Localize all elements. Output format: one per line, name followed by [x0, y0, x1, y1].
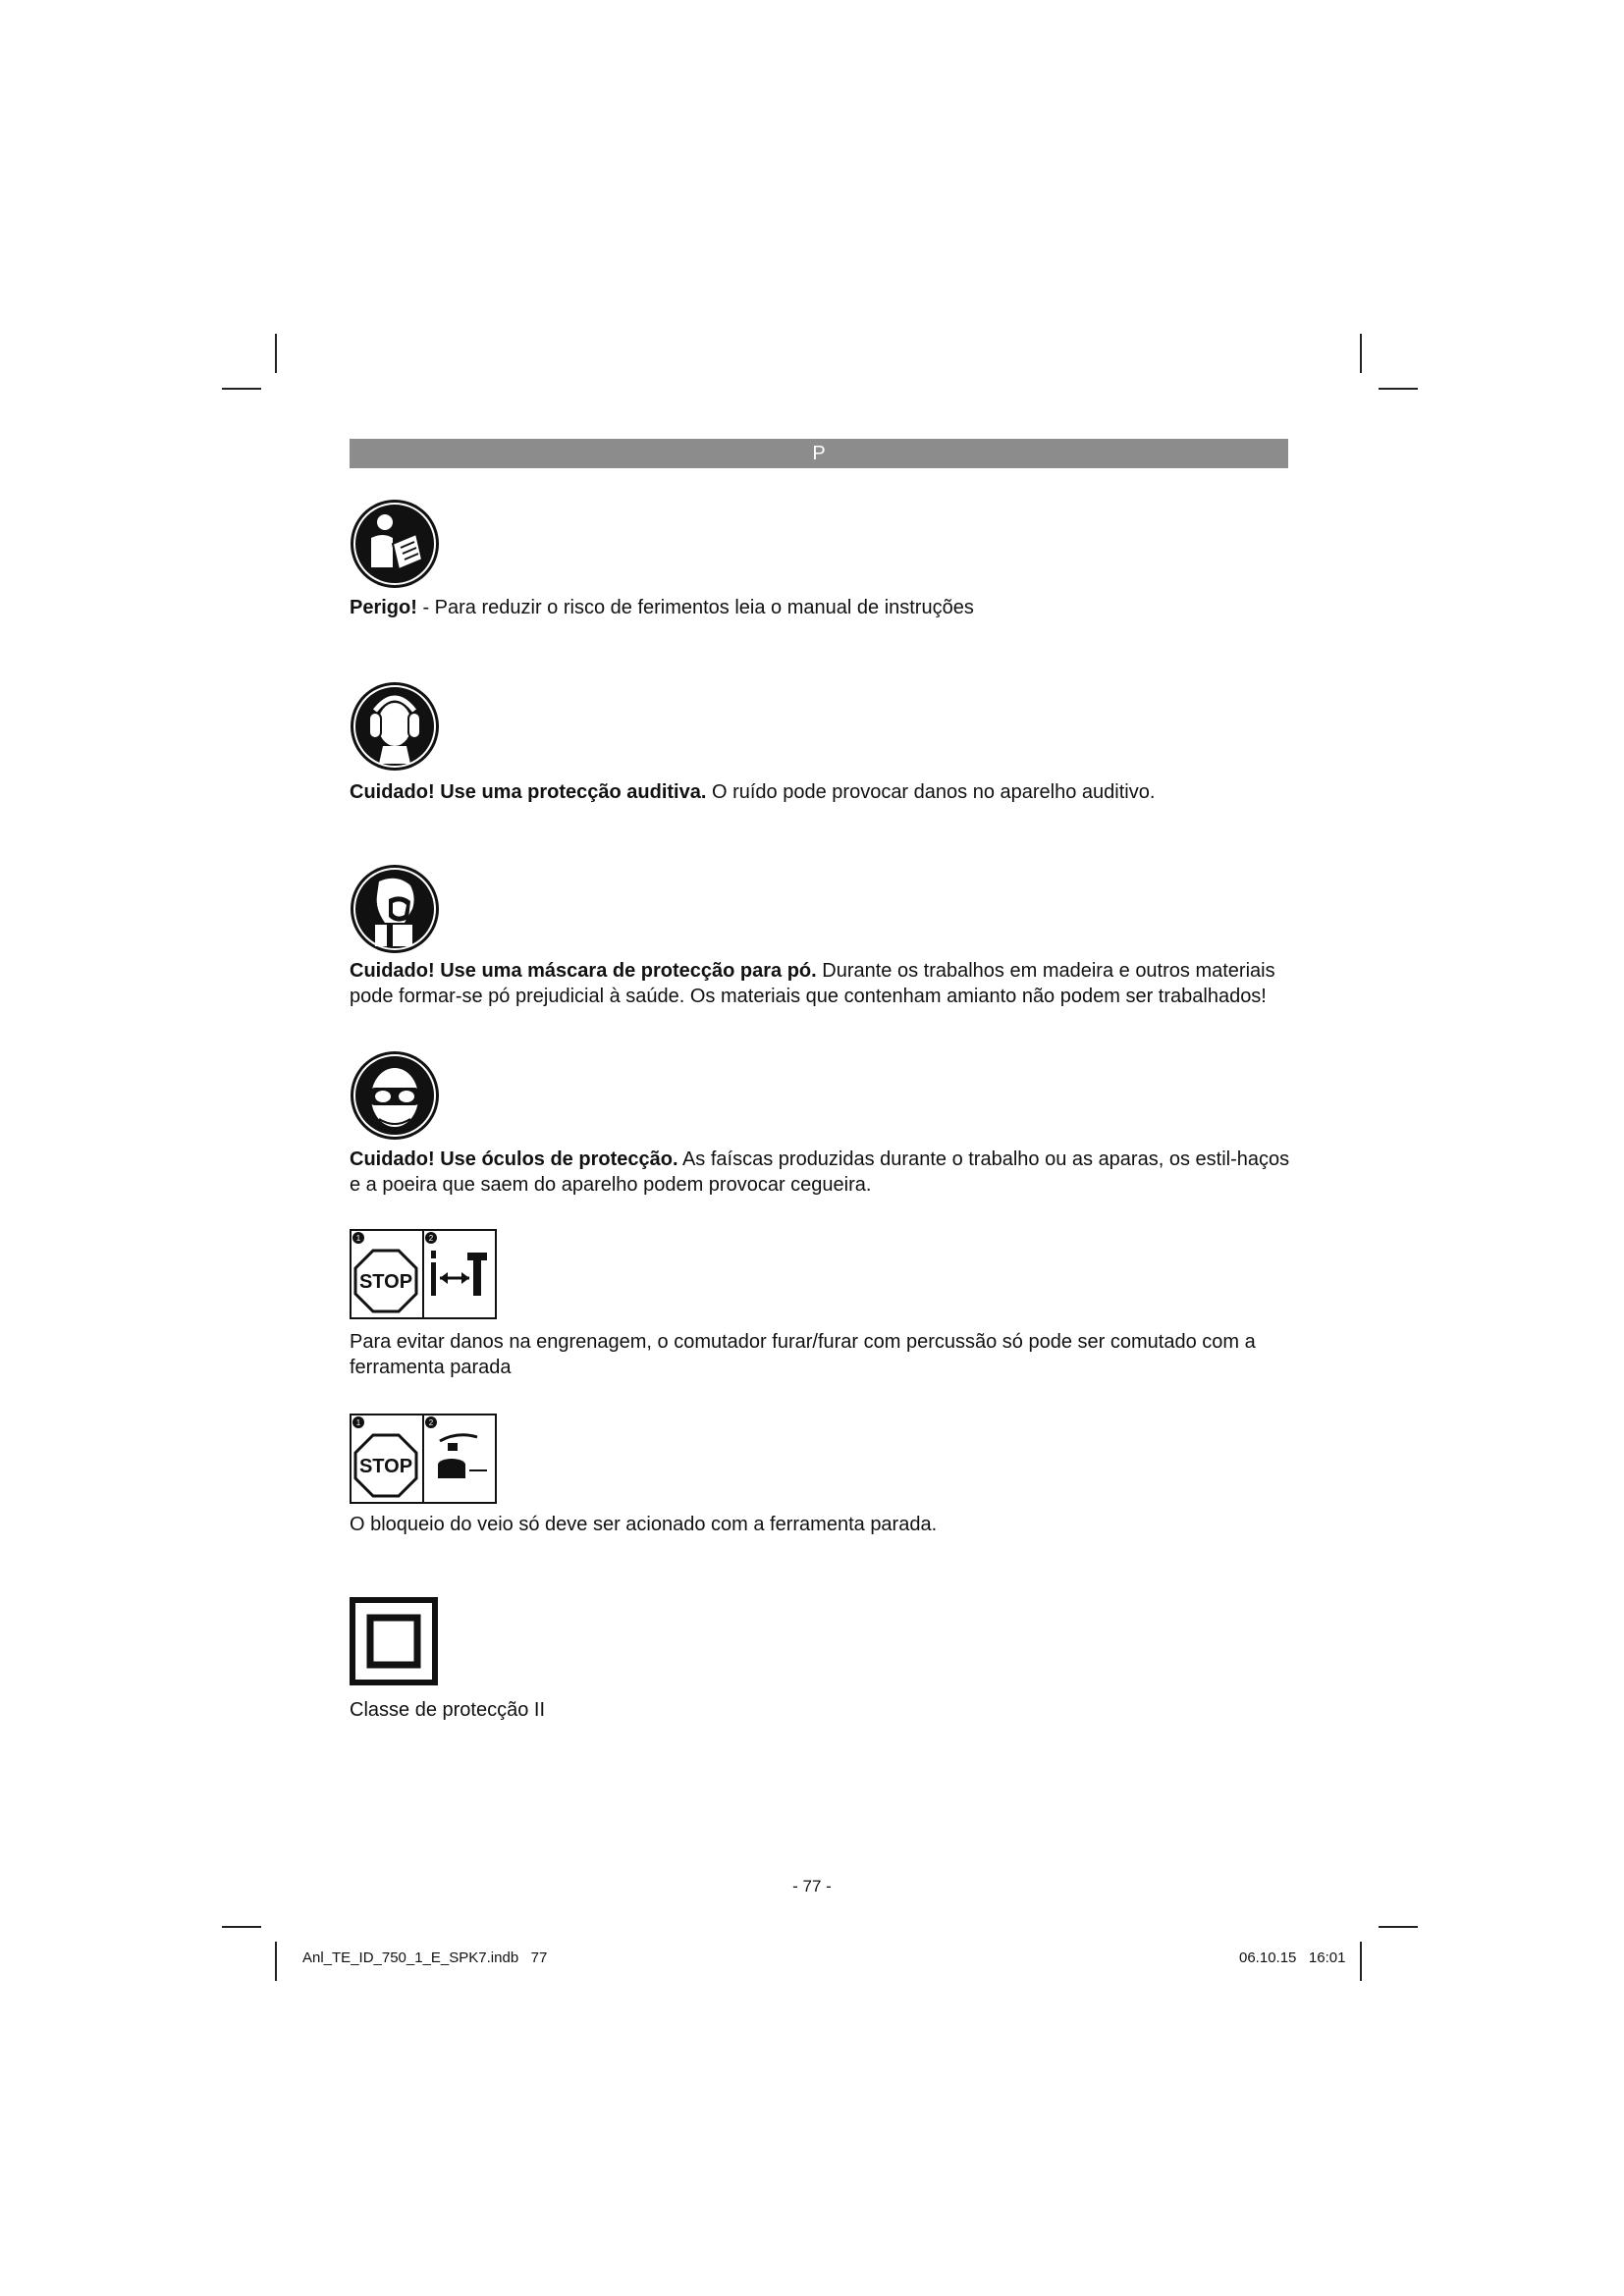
svg-text:2: 2 [428, 1418, 434, 1427]
footer-datetime: 06.10.15 16:01 [1239, 1949, 1346, 1966]
section-safety-goggles-text [350, 1147, 1292, 1198]
warning-text: Para evitar danos na engrenagem, o comutador furar/furar com percussão só pode ser comutado com a ferramenta parada [350, 1331, 1256, 1378]
language-header-bar [350, 439, 1288, 468]
svg-text:2: 2 [428, 1234, 434, 1243]
crop-mark [1379, 1926, 1418, 1928]
crop-mark [1379, 388, 1418, 390]
section-protection-class-text [350, 1697, 1292, 1723]
section-read-manual-text [350, 595, 1292, 620]
stop-spindle-lock-icon [350, 1414, 497, 1504]
crop-mark [1360, 334, 1362, 373]
svg-text:1: 1 [355, 1234, 361, 1243]
warning-text: Classe de protecção II [350, 1699, 545, 1721]
warning-title: Cuidado! Use uma protecção auditiva. [350, 781, 707, 803]
stop-drill-mode-icon [350, 1229, 497, 1319]
warning-title: Cuidado! Use óculos de protecção. [350, 1148, 678, 1170]
warning-title: Cuidado! Use uma máscara de protecção para pó. [350, 960, 817, 982]
stop-label: STOP [358, 1456, 413, 1477]
warning-text: - Para reduzir o risco de ferimentos leia o manual de instruções [416, 597, 974, 618]
stop-label: STOP [358, 1271, 413, 1293]
section-ear-protection-text [350, 779, 1292, 805]
warning-text: As faíscas produzidas durante o trabalho ou as aparas, os estil-haços e a poeira que saem do aparelho podem provocar cegueira. [350, 1148, 1290, 1196]
crop-mark [222, 1926, 261, 1928]
warning-text: Durante os trabalhos em madeira e outros materiais pode formar-se pó prejudicial à saúde. Os materiais que contenham amianto não podem ser trabalhados! [350, 960, 1275, 1007]
crop-mark [275, 1942, 277, 1981]
svg-text:1: 1 [355, 1418, 361, 1427]
safety-goggles-icon [350, 1050, 440, 1141]
crop-mark [1360, 1942, 1362, 1981]
header-label: P [812, 443, 826, 464]
crop-mark [275, 334, 277, 373]
dust-mask-icon [350, 864, 440, 954]
crop-mark [222, 388, 261, 390]
warning-text: O bloqueio do veio só deve ser acionado com a ferramenta parada. [350, 1514, 938, 1535]
section-stop-drill-mode-text [350, 1329, 1292, 1380]
warning-title: Perigo! [350, 597, 417, 618]
protection-class-ii-icon [350, 1597, 438, 1685]
section-spindle-lock-text [350, 1512, 1292, 1537]
page-number: - 77 - [792, 1877, 832, 1896]
footer-filename: Anl_TE_ID_750_1_E_SPK7.indb 77 [302, 1949, 548, 1966]
read-manual-icon [350, 499, 440, 589]
ear-protection-icon [350, 681, 440, 772]
warning-text: O ruído pode provocar danos no aparelho auditivo. [706, 781, 1156, 803]
section-dust-mask-text [350, 958, 1292, 1009]
